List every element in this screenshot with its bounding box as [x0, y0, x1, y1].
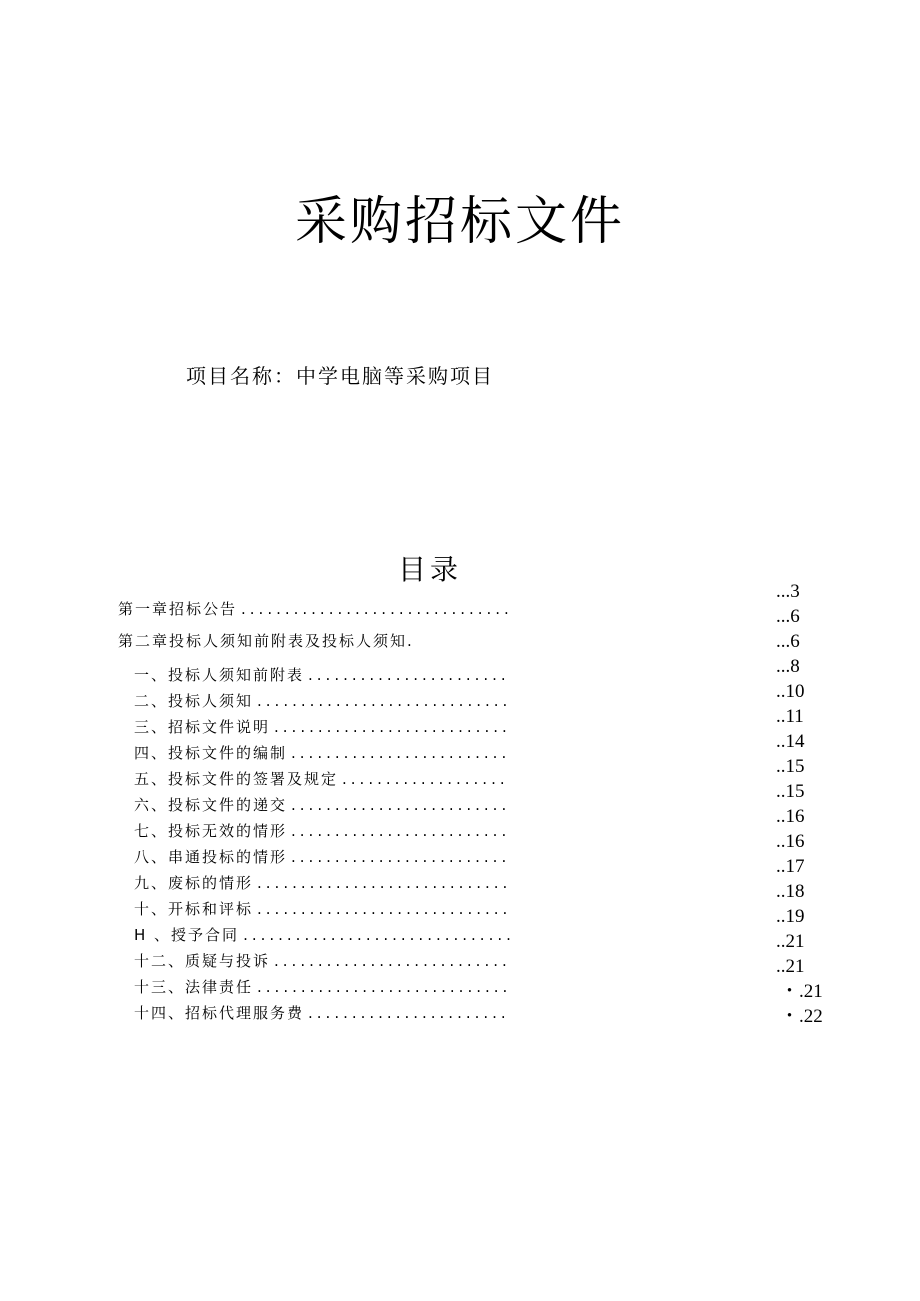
toc-entry-label: 十二、质疑与投诉	[134, 952, 271, 970]
toc-entry-label: 十四、招标代理服务费	[134, 1004, 305, 1022]
toc-entry-label: 三、招标文件说明	[134, 718, 271, 736]
toc-page-number: ..15	[776, 756, 805, 777]
toc-entry-label: 十三、法律责任	[134, 978, 254, 996]
toc-entry-label: 一、投标人须知前附表	[134, 666, 305, 684]
toc-page-number: ..16	[776, 831, 805, 852]
project-name-label: 项目名称：	[186, 364, 296, 388]
toc-page-number: ...8	[776, 656, 800, 677]
toc-entry-label: 六、投标文件的递交	[134, 796, 288, 814]
toc-page-number: ..21	[776, 956, 805, 977]
toc-entry-label: 五、投标文件的签署及规定	[134, 770, 339, 788]
toc-entry-label: 十、开标和评标	[134, 900, 254, 918]
toc-entry-label: 四、投标文件的编制	[134, 744, 288, 762]
toc-entry-label: H 、授予合同	[134, 926, 240, 944]
toc-entry-label: 第一章招标公告	[118, 600, 238, 618]
toc-page-number: ..21	[776, 931, 805, 952]
project-name-value: 中学电脑等采购项目	[296, 364, 494, 388]
toc-heading: 目录	[397, 553, 462, 586]
toc-page-number: ...3	[776, 581, 800, 602]
toc-page-number: ...6	[776, 606, 800, 627]
toc-page-number: ..14	[776, 731, 805, 752]
toc-page-number: ..10	[776, 681, 805, 702]
toc-entry-label: 八、串通投标的情形	[134, 848, 288, 866]
toc-page-number: ..19	[776, 906, 805, 927]
toc-page-number: ...6	[776, 631, 800, 652]
toc-page-number: ..16	[776, 806, 805, 827]
toc-page-number: ・.22	[780, 1006, 823, 1027]
toc-page-number: ..17	[776, 856, 805, 877]
document-title: 采购招标文件	[294, 191, 625, 252]
toc-entry-label: 九、废标的情形	[134, 874, 254, 892]
toc-entry-label: 第二章投标人须知前附表及投标人须知.	[118, 632, 414, 650]
toc-page-number: ・.21	[780, 981, 823, 1002]
toc-page-number: ..11	[776, 706, 804, 727]
toc-entry-label: 二、投标人须知	[134, 692, 254, 710]
toc-page-number: ..15	[776, 781, 805, 802]
toc-page-number: ..18	[776, 881, 805, 902]
toc-entry-label: 七、投标无效的情形	[134, 822, 288, 840]
